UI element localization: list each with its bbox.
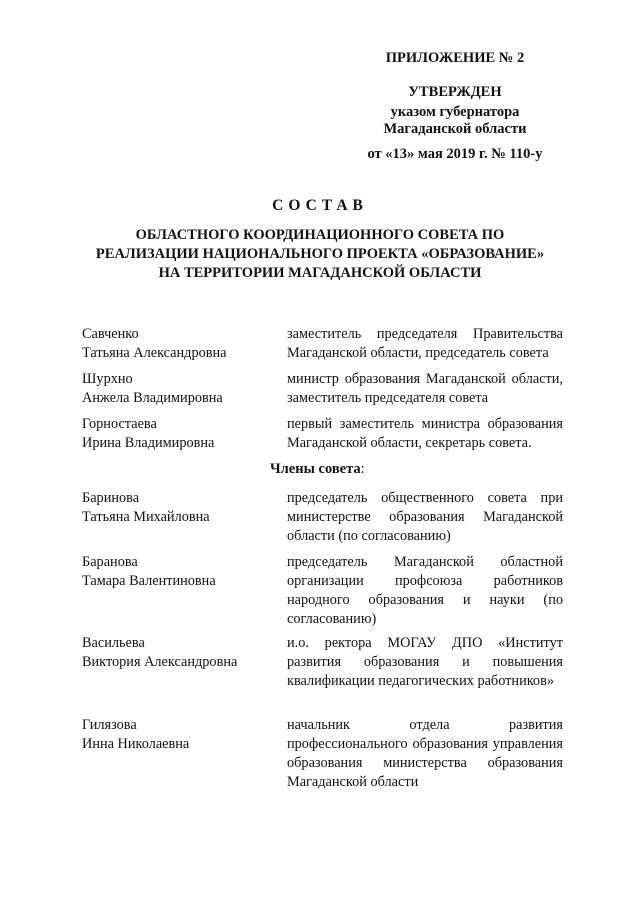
member-name <box>82 553 272 591</box>
member-name <box>82 634 272 672</box>
appendix-number: ПРИЛОЖЕНИЕ № 2 <box>385 50 525 66</box>
member-surname: Баринова <box>82 490 140 506</box>
members-caption-text: Члены совета <box>270 461 361 477</box>
members-section-heading <box>270 461 470 478</box>
member-role: начальник отдела развития профессионального образования управления образования министерства образования Магаданской области <box>287 717 563 790</box>
member-role: председатель Магаданской областной организации профсоюза работников народного образования и науки (по согласованию) <box>287 554 563 627</box>
decree-date: от «13» мая 2019 г. № 110-у <box>367 146 543 162</box>
member-surname: Баранова <box>82 554 138 570</box>
member-given-names: Анжела Владимировна <box>82 390 223 406</box>
member-role: заместитель председателя Правительства Магаданской области, председатель совета <box>287 326 563 361</box>
member-name <box>82 489 272 527</box>
member-name <box>82 325 272 363</box>
member-name <box>82 415 272 453</box>
member-surname: Горностаева <box>82 416 157 432</box>
member-given-names: Инна Николаевна <box>82 736 190 752</box>
member-given-names: Татьяна Михайловна <box>82 509 210 525</box>
member-surname: Шурхно <box>82 371 133 387</box>
decree-line-2: Магаданской области <box>383 121 527 137</box>
member-given-names: Татьяна Александровна <box>82 345 227 361</box>
member-surname: Васильева <box>82 635 145 651</box>
subtitle-line-3: НА ТЕРРИТОРИИ МАГАДАНСКОЙ ОБЛАСТИ <box>158 265 482 281</box>
member-surname: Гилязова <box>82 717 137 733</box>
member-surname: Савченко <box>82 326 139 342</box>
member-role: министр образования Магаданской области, заместитель председателя совета <box>287 371 563 406</box>
member-role: председатель общественного совета при министерстве образования Магаданской области (по согласованию) <box>287 490 563 544</box>
member-name <box>82 370 272 408</box>
decree-line-1: указом губернатора <box>390 104 520 120</box>
document-subtitle <box>80 226 560 283</box>
decree-reference <box>350 104 560 138</box>
approval-stamp-text: УТВЕРЖДЕН <box>408 84 502 100</box>
subtitle-line-2: РЕАЛИЗАЦИИ НАЦИОНАЛЬНОГО ПРОЕКТА «ОБРАЗОВАНИЕ» <box>95 246 545 262</box>
member-given-names: Тамара Валентиновна <box>82 573 216 589</box>
members-caption-colon: : <box>360 461 365 477</box>
member-given-names: Ирина Владимировна <box>82 435 215 451</box>
document-title: СОСТАВ <box>272 197 368 214</box>
member-name <box>82 716 272 754</box>
subtitle-line-1: ОБЛАСТНОГО КООРДИНАЦИОННОГО СОВЕТА ПО <box>135 227 505 243</box>
member-role: первый заместитель министра образования Магаданской области, секретарь совета. <box>287 416 563 451</box>
member-role: и.о. ректора МОГАУ ДПО «Институт развития образования и повышения квалификации педагогических работников» <box>287 635 563 689</box>
member-given-names: Виктория Александровна <box>82 654 238 670</box>
